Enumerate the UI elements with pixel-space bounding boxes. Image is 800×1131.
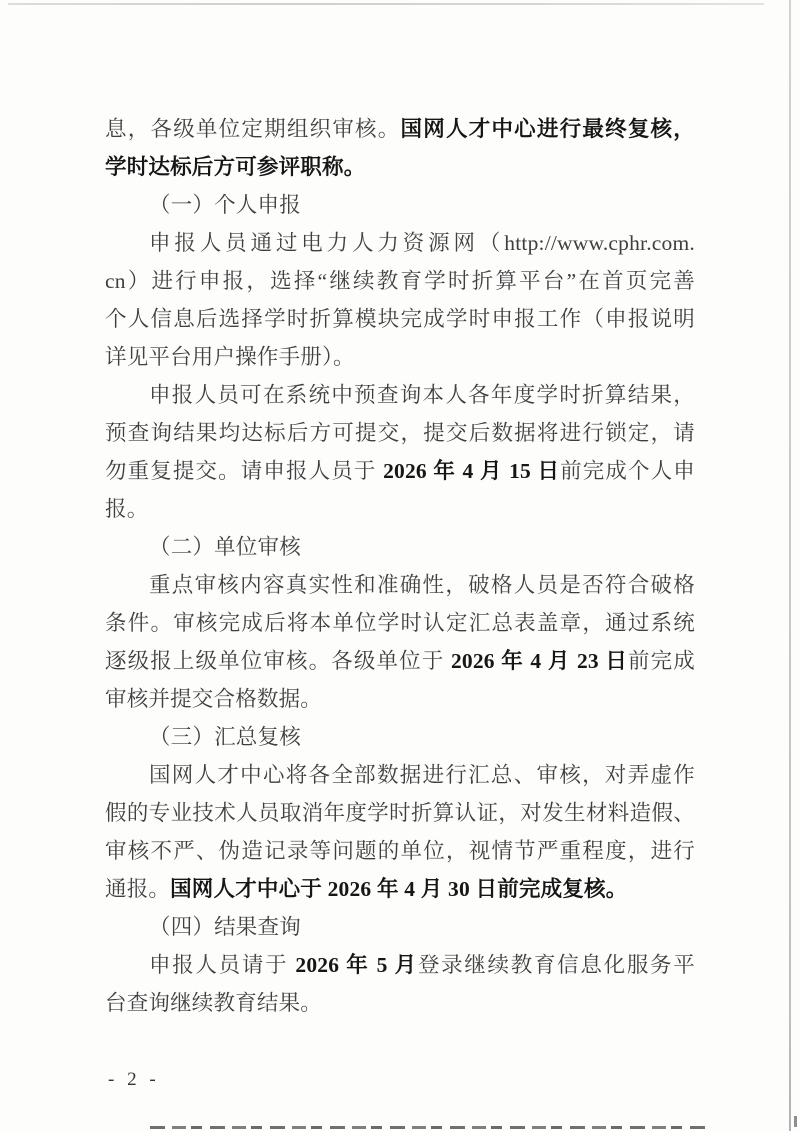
document-body [105,110,695,1022]
scan-edge-right-line [789,0,791,1131]
text-line [105,946,695,984]
text-line [105,718,695,756]
bold-text-run: 国网人才中心进行最终复核， [400,117,695,141]
text-run: 前完成 [628,649,695,673]
text-run: 个人信息后选择学时折算模块完成学时申报工作（申报说明 [105,307,695,331]
text-line [105,414,695,452]
text-line [105,262,695,300]
text-line [105,604,695,642]
text-run: 申报人员可在系统中预查询本人各年度学时折算结果， [149,383,695,407]
text-line [105,224,695,262]
text-run: 报。 [105,497,149,521]
text-run: 国网人才中心将各全部数据进行汇总、审核，对弄虚作 [149,763,695,787]
text-run: 详见平台用户操作手册）。 [105,345,355,369]
text-run: 通报。 [105,877,171,901]
scan-artifact-bottom-dashes [150,1126,708,1129]
page-number: - 2 - [108,1069,160,1090]
text-line [105,832,695,870]
text-run: 条件。审核完成后将本单位学时认定汇总表盖章，通过系统 [105,611,695,635]
text-line [105,908,695,946]
text-run: 逐级报上级单位审核。各级单位于 [105,649,451,673]
text-run: 勿重复提交。请申报人员于 [105,459,384,483]
scan-edge-top-line [8,3,764,5]
text-line [105,566,695,604]
text-line [105,338,695,376]
text-line [105,300,695,338]
text-line [105,794,695,832]
text-line [105,680,695,718]
text-run: 假的专业技术人员取消年度学时折算认证，对发生材料造假、 [105,801,695,825]
text-run: 前完成个人申 [560,459,695,483]
text-run: （二）单位审核 [149,535,301,559]
text-run: （一）个人申报 [149,193,301,217]
text-run: cn）进行申报，选择“继续教育学时折算平台”在首页完善 [105,269,695,293]
text-line [105,984,695,1022]
text-run: 审核并提交合格数据。 [105,687,323,711]
text-run: 预查询结果均达标后方可提交，提交后数据将进行锁定，请 [105,421,695,445]
text-line [105,148,695,186]
scan-artifact-corner-speck [794,1116,797,1127]
text-run: 重点审核内容真实性和准确性，破格人员是否符合破格 [149,573,695,597]
text-run: 审核不严、伪造记录等问题的单位，视情节严重程度，进行 [105,839,695,863]
bold-text-run: 2026 年 4 月 23 日 [450,649,629,673]
text-line [105,376,695,414]
text-line [105,110,695,148]
text-run: （三）汇总复核 [149,725,301,749]
text-line [105,528,695,566]
bold-text-run: 2026 年 4 月 15 日 [383,459,561,483]
text-line [105,870,695,908]
text-run: 申报人员请于 [149,953,296,977]
bold-text-run: 学时达标后方可参评职称。 [105,155,366,179]
text-line [105,490,695,528]
text-line [105,452,695,490]
text-run: 台查询继续教育结果。 [105,991,323,1015]
text-run: 登录继续教育信息化服务平 [417,953,695,977]
text-line [105,186,695,224]
text-run: 申报人员通过电力人力资源网（http://www.cphr.com. [149,231,695,255]
text-run: （四）结果查询 [149,915,301,939]
text-run: 息，各级单位定期组织审核。 [105,117,401,141]
bold-text-run: 国网人才中心于 2026 年 4 月 30 日前完成复核。 [170,877,628,901]
text-line [105,756,695,794]
bold-text-run: 2026 年 5 月 [295,953,418,977]
text-line [105,642,695,680]
